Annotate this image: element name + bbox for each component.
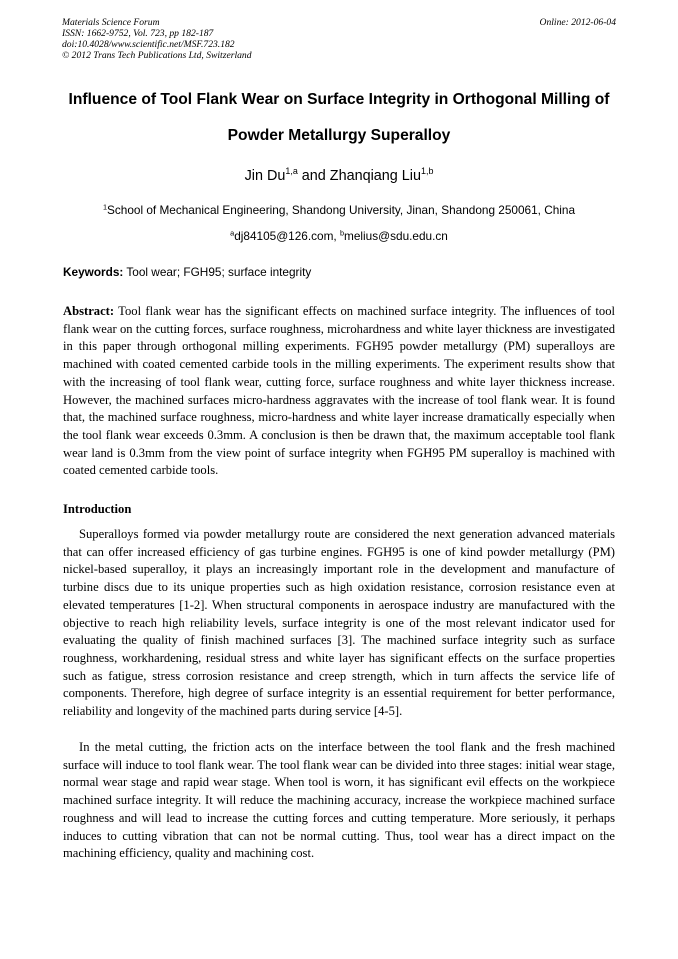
keywords-text: Tool wear; FGH95; surface integrity xyxy=(123,265,312,279)
email-link[interactable]: dj84105@126.com, xyxy=(234,229,340,243)
section-heading: Introduction xyxy=(63,502,132,516)
abstract-label: Abstract: xyxy=(63,304,115,318)
author-name: Jin Du xyxy=(244,168,286,184)
abstract xyxy=(63,303,615,480)
affiliation-text: School of Mechanical Engineering, Shandong University, Jinan, Shandong 250061, China xyxy=(107,203,576,217)
abstract-text: Tool flank wear has the significant effects on machined surface integrity. The influences of tool flank wear on the cutting forces, surface roughness, microhardness and white layer thickness are investigated in this paper through orthogonal milling experiments. FGH95 powder metallurgy (PM) superalloys are machined with coated cemented carbide tools in the milling experiments. The experiment results show that with the increasing of tool flank wear, cutting force, surface roughness and white layer thickness increase. However, the machined surfaces micro-hardness aggravates with the increase of tool flank wear. It is found that, the machined surface roughness, micro-hardness and white layer increase dramatically especially when the tool flank wear exceeds 0.3mm. A conclusion is then be drawn that, the maximum acceptable tool flank wear land is 0.3mm from the view point of surface integrity when FGH95 PM superalloy is machined with coated cemented carbide tools. xyxy=(63,304,615,478)
affiliation-superscript: 1 xyxy=(102,202,107,212)
author-name: Zhanqiang Liu xyxy=(329,168,422,184)
keywords xyxy=(63,265,623,279)
copyright-line: © 2012 Trans Tech Publications Ltd, Switzerland xyxy=(62,50,252,61)
issn-line: ISSN: 1662-9752, Vol. 723, pp 182-187 xyxy=(62,28,214,39)
body-paragraph: Superalloys formed via powder metallurgy route are considered the next generation advanced materials that can offer increased efficiency of gas turbine engines. FGH95 is one of kind powder metallurgy (PM) nickel-based superalloy, it plays an increasingly important role in the development and manufacture of turbine discs due to its unique properties such as high oxidation resistance, corrosion resistance even at elevated temperatures [1-2]. When structural components in aerospace industry are manufactured with the objective to reach high reliability levels, surface integrity is one of the most relevant indicator used for evaluating the quality of finish machined surfaces [3]. The machined surface integrity such as surface roughness, workhardening, residual stress and white layer has significant effects on the surface properties such as fatigue, stress corrosion resistance and creep strength, which in turn affects the service life of components. Therefore, high degree of surface integrity is an essential requirement for better performance, reliability and longevity of the machined parts during service [4-5]. xyxy=(63,527,615,719)
affiliation xyxy=(40,203,638,217)
paper-title-line-1: Influence of Tool Flank Wear on Surface Integrity in Orthogonal Milling of xyxy=(68,91,610,108)
journal-header xyxy=(62,17,616,61)
author-connector: and xyxy=(297,168,330,184)
email-link[interactable]: melius@sdu.edu.cn xyxy=(344,229,448,243)
paper-title-line-2: Powder Metallurgy Superalloy xyxy=(227,127,451,144)
author-list xyxy=(50,168,628,184)
author-superscript: 1,a xyxy=(285,166,298,177)
body-paragraph: In the metal cutting, the friction acts on the interface between the tool flank and the fresh machined surface will induce to tool flank wear. The tool flank wear can be divided into three stages: initial wear stage, normal wear stage and rapid wear stage. When tool is worn, it has significant evil effects on the workpiece machined surface integrity. It will reduce the machining accuracy, increase the workpiece machined surface roughness and will lead to increase the cutting forces and cutting temperature. More seriously, it perhaps induces to cutting vibration that can not be normal cutting. Thus, tool wear has a direct impact on the machining efficiency, quality and machining cost. xyxy=(63,740,615,861)
doi-line: doi:10.4028/www.scientific.net/MSF.723.182 xyxy=(62,39,235,50)
keywords-label: Keywords: xyxy=(63,265,124,279)
author-emails xyxy=(40,229,638,243)
email-superscript: b xyxy=(339,228,345,238)
journal-name: Materials Science Forum xyxy=(62,17,160,28)
author-superscript: 1,b xyxy=(421,166,434,177)
email-superscript: a xyxy=(230,228,235,238)
online-date: Online: 2012-06-04 xyxy=(539,17,616,28)
